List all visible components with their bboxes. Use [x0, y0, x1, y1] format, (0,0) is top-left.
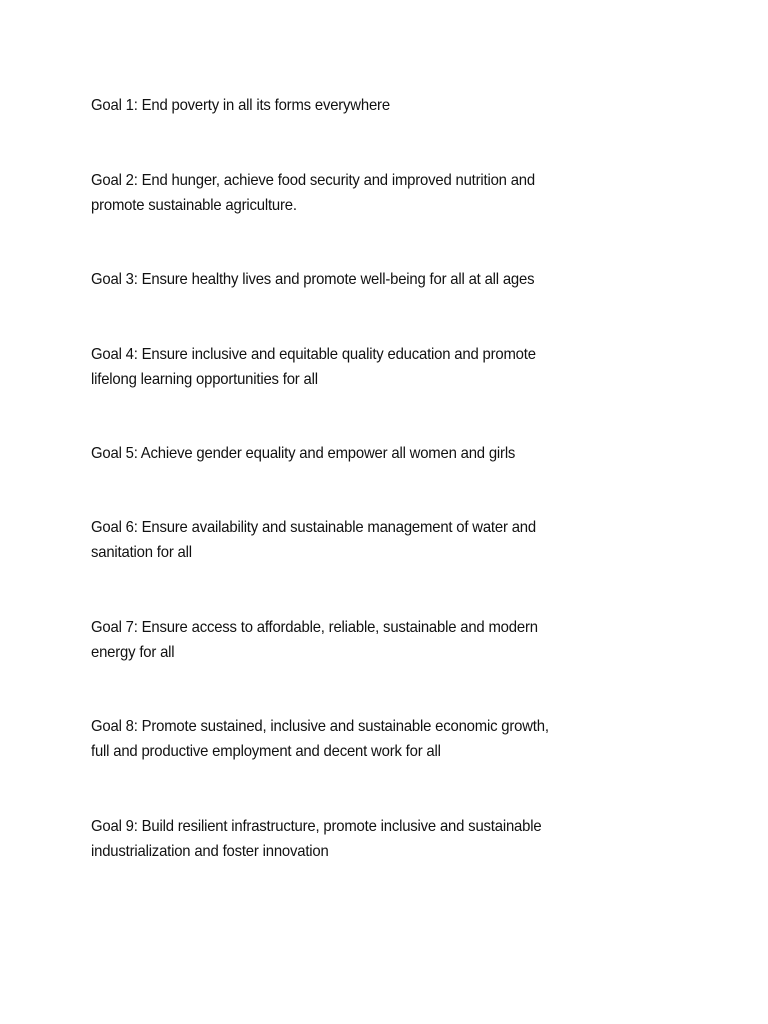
goal-5 [91, 441, 649, 466]
goal-5-line-1: Goal 5: Achieve gender equality and empower all women and girls [91, 445, 516, 462]
goal-2 [91, 168, 649, 218]
goal-1 [91, 93, 649, 118]
goal-7 [91, 615, 649, 665]
goal-6-line-1: Goal 6: Ensure availability and sustainable management of water and [91, 519, 536, 536]
goal-7-line-1: Goal 7: Ensure access to affordable, reliable, sustainable and modern [91, 619, 538, 636]
goal-3 [91, 267, 649, 292]
goal-9 [91, 814, 649, 864]
goal-8 [91, 714, 649, 764]
goal-2-line-2: promote sustainable agriculture. [91, 197, 297, 214]
goal-8-line-2: full and productive employment and decent work for all [91, 743, 441, 760]
goal-4 [91, 342, 649, 392]
goal-2-line-1: Goal 2: End hunger, achieve food security and improved nutrition and [91, 172, 535, 189]
goal-4-line-2: lifelong learning opportunities for all [91, 371, 318, 388]
goal-6-line-2: sanitation for all [91, 544, 192, 561]
goal-4-line-1: Goal 4: Ensure inclusive and equitable quality education and promote [91, 346, 536, 363]
goal-9-line-2: industrialization and foster innovation [91, 843, 329, 860]
goal-3-line-1: Goal 3: Ensure healthy lives and promote well-being for all at all ages [91, 271, 535, 288]
goal-6 [91, 515, 649, 565]
goal-1-line-1: Goal 1: End poverty in all its forms everywhere [91, 97, 390, 114]
goal-8-line-1: Goal 8: Promote sustained, inclusive and sustainable economic growth, [91, 718, 549, 735]
goal-7-line-2: energy for all [91, 644, 175, 661]
goal-9-line-1: Goal 9: Build resilient infrastructure, promote inclusive and sustainable [91, 818, 542, 835]
